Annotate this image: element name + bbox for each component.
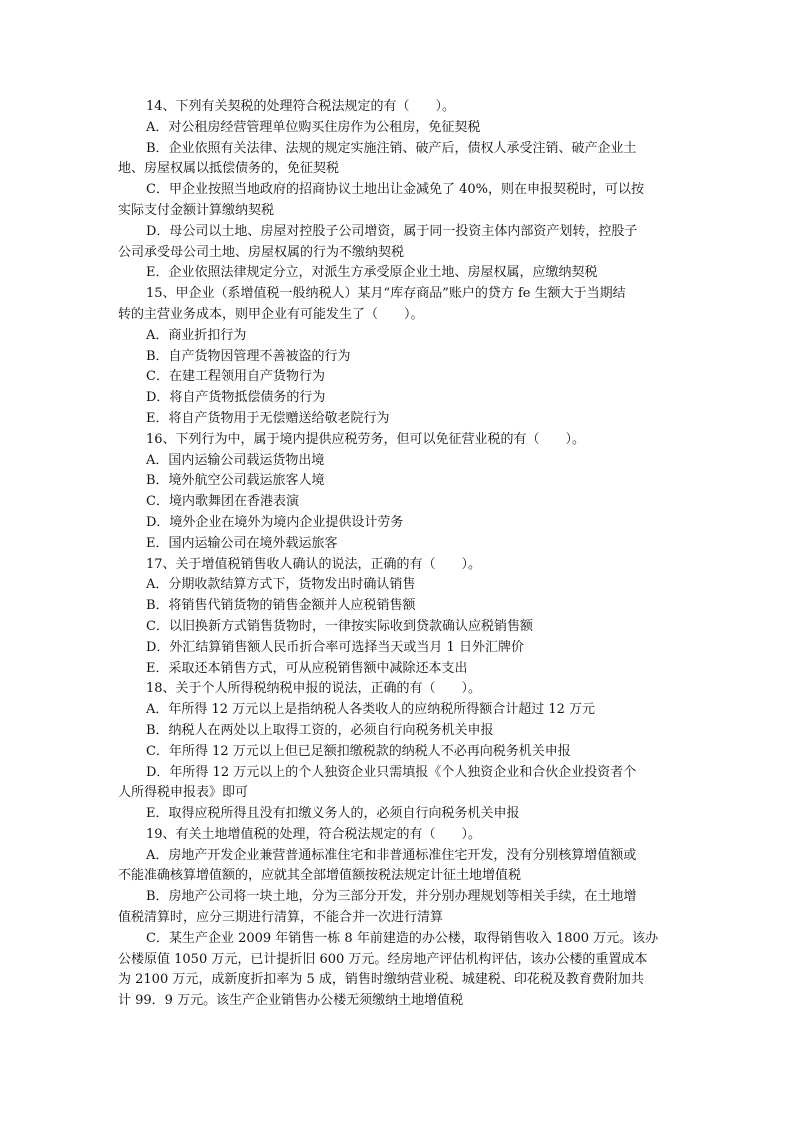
text-line: B．企业依照有关法律、法规的规定实施注销、破产后，债权人承受注销、破产企业土 bbox=[146, 140, 637, 156]
text-line: 计 99．9 万元。该生产企业销售办公楼无须缴纳土地增值税 bbox=[118, 993, 464, 1009]
text-line: C．境内歌舞团在香港表演 bbox=[146, 494, 299, 510]
text-line: 转的主营业务成本，则甲企业有可能发生了（ ）。 bbox=[118, 306, 424, 322]
text-line: E．将自产货物用于无偿赠送给敬老院行为 bbox=[146, 410, 390, 426]
text-line: 15、甲企业（系增值税一般纳税人）某月“库存商品”账户的贷方 fe 生额大于当期结 bbox=[146, 286, 626, 302]
text-line: 公司承受母公司土地、房屋权属的行为不缴纳契税 bbox=[118, 244, 405, 260]
text-line: C．甲企业按照当地政府的招商协议土地出让金减免了 40%，则在申报契税时，可以按 bbox=[146, 182, 644, 198]
text-line: 人所得税申报表》即可 bbox=[118, 785, 249, 801]
text-line: B．境外航空公司载运旅客人境 bbox=[146, 473, 325, 489]
text-line: E．取得应税所得且没有扣缴义务人的，必须自行向税务机关申报 bbox=[146, 806, 520, 822]
text-line: 实际支付金额计算缴纳契税 bbox=[118, 202, 275, 218]
text-line: 18、关于个人所得税纳税申报的说法，正确的有（ ）。 bbox=[146, 681, 482, 697]
text-line: 公楼原值 1050 万元，已计提折旧 600 万元。经房地产评估机构评估，该办公楼的重置成本 bbox=[118, 951, 648, 967]
text-line: 14、下列有关契税的处理符合税法规定的有（ ）。 bbox=[146, 99, 456, 114]
text-line: D．外汇结算销售额人民币折合率可选择当天或当月 1 日外汇牌价 bbox=[146, 639, 524, 655]
text-line: D．母公司以土地、房屋对控股子公司增资，属于同一投资主体内部资产划转，控股子 bbox=[146, 223, 638, 239]
text-line: 为 2100 万元，成新度折扣率为 5 成，销售时缴纳营业税、城建税、印花税及教育费附加共 bbox=[118, 972, 644, 988]
text-line: 19、有关土地增值税的处理，符合税法规定的有（ ）。 bbox=[146, 826, 482, 842]
text-line: E．采取还本销售方式，可从应税销售额中减除还本支出 bbox=[146, 660, 468, 676]
text-line: 17、关于增值税销售收人确认的说法，正确的有（ ）。 bbox=[146, 556, 482, 572]
text-line: D．年所得 12 万元以上的个人独资企业只需填报《个人独资企业和合伙企业投资者个 bbox=[146, 764, 637, 780]
text-line: E．企业依照法律规定分立，对派生方承受原企业土地、房屋权属，应缴纳契税 bbox=[146, 265, 598, 281]
text-line: 地、房屋权属以抵偿债务的，免征契税 bbox=[118, 161, 340, 177]
text-line: B．将销售代销货物的销售金额并人应税销售额 bbox=[146, 598, 416, 614]
text-line: 值税清算时，应分三期进行清算，不能合并一次进行清算 bbox=[118, 910, 444, 926]
text-line: C．在建工程领用自产货物行为 bbox=[146, 369, 325, 385]
text-line: B．房地产公司将一块土地，分为三部分开发，并分别办理规划等相关手续，在土地增 bbox=[146, 889, 637, 905]
text-line: 不能准确核算增值额的，应就其全部增值额按税法规定计征土地增值税 bbox=[118, 868, 522, 884]
text-line: C．年所得 12 万元以上但已足额扣缴税款的纳税人不必再向税务机关申报 bbox=[146, 743, 571, 759]
text-line: C．以旧换新方式销售货物时，一律按实际收到贷款确认应税销售额 bbox=[146, 618, 533, 634]
text-line: 16、下列行为中，属于境内提供应税劳务，但可以免征营业税的有（ ）。 bbox=[146, 431, 586, 447]
text-line: E．国内运输公司在境外载运旅客 bbox=[146, 535, 338, 551]
text-line: D．境外企业在境外为境内企业提供设计劳务 bbox=[146, 514, 404, 530]
text-line: A．分期收款结算方式下，货物发出时确认销售 bbox=[146, 577, 416, 593]
text-line: A．年所得 12 万元以上是指纳税人各类收人的应纳税所得额合计超过 12 万元 bbox=[146, 702, 596, 718]
text-line: A．商业折扣行为 bbox=[146, 327, 247, 343]
text-line: B．纳税人在两处以上取得工资的，必须自行向税务机关申报 bbox=[146, 722, 494, 738]
text-line: A．房地产开发企业兼营普通标准住宅和非普通标准住宅开发，没有分别核算增值额或 bbox=[146, 847, 637, 863]
text-line: A．对公租房经营管理单位购买住房作为公租房，免征契税 bbox=[146, 119, 481, 135]
text-line: A．国内运输公司载运货物出境 bbox=[146, 452, 325, 468]
text-line: D．将自产货物抵偿债务的行为 bbox=[146, 390, 326, 406]
text-line: C．某生产企业 2009 年销售一栋 8 年前建造的办公楼，取得销售收入 1800 万元。该办 bbox=[146, 930, 659, 946]
text-line: B．自产货物因管理不善被盗的行为 bbox=[146, 348, 351, 364]
document-body bbox=[118, 97, 678, 1012]
